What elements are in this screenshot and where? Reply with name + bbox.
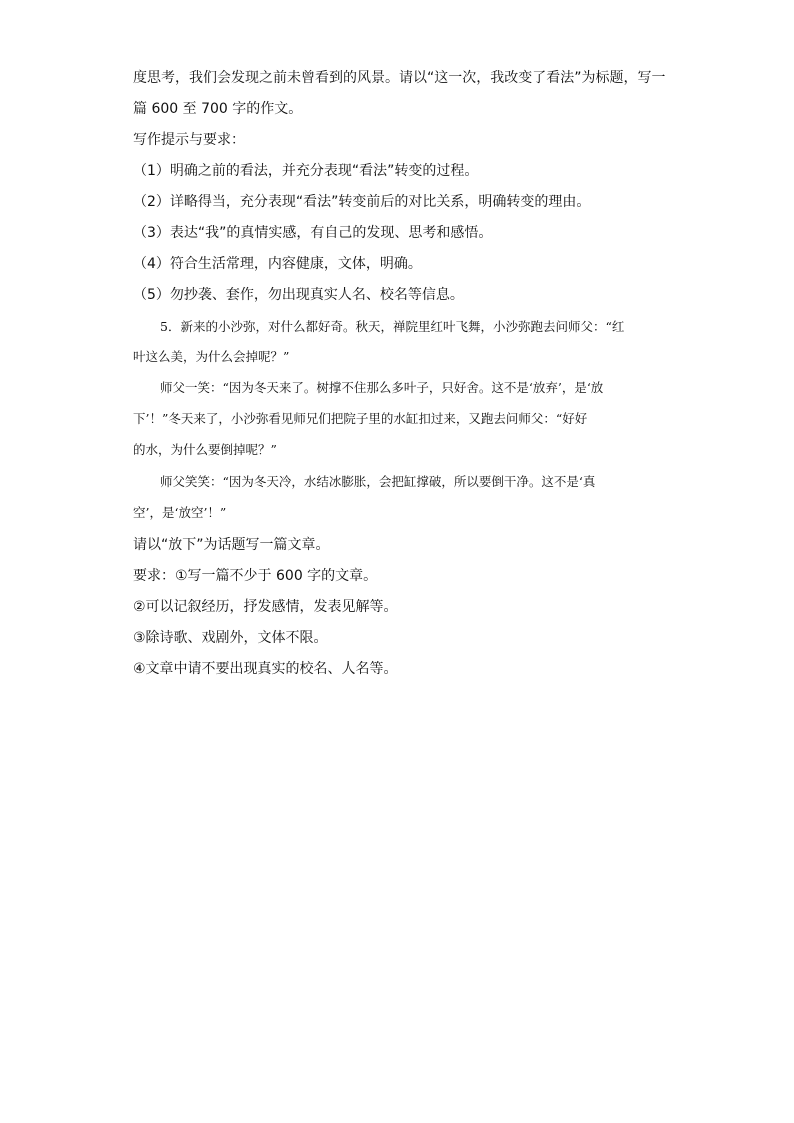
story-line: 下’！”冬天来了，小沙弥看见师兄们把院子里的水缸扣过来，又跑去问师父：“好好 (133, 411, 588, 426)
story-line: 5．新来的小沙弥，对什么都好奇。秋天，禅院里红叶飞舞，小沙弥跑去问师父：“红 (160, 319, 625, 334)
tip-item: （1）明确之前的看法，并充分表现“看法”转变的过程。 (133, 163, 479, 179)
requirement-item: ④文章中请不要出现真实的校名、人名等。 (133, 661, 398, 677)
story-line: 师父一笑：“因为冬天来了。树撑不住那么多叶子，只好舍。这不是‘放弃’，是‘放 (160, 380, 604, 395)
story-line: 叶这么美，为什么会掉呢？” (133, 349, 290, 364)
tips-heading: 写作提示与要求： (133, 132, 245, 148)
tip-item: （4）符合生活常理，内容健康，文体，明确。 (133, 256, 422, 272)
requirement-item: ②可以记叙经历，抒发感情，发表见解等。 (133, 599, 398, 615)
requirement-item: ③除诗歌、戏剧外，文体不限。 (133, 630, 328, 646)
tip-item: （3）表达“我”的真情实感，有自己的发现、思考和感悟。 (133, 225, 493, 241)
tip-item: （2）详略得当，充分表现“看法”转变前后的对比关系，明确转变的理由。 (133, 194, 591, 210)
story-line: 空’，是‘放空’！” (133, 505, 227, 520)
story-line: 师父笑笑：“因为冬天冷，水结冰膨胀，会把缸撑破，所以要倒干净。这不是‘真 (160, 474, 596, 489)
intro-line-1: 度思考，我们会发现之前未曾看到的风景。请以“这一次，我改变了看法”为标题，写一 (133, 70, 666, 86)
tip-item: （5）勿抄袭、套作，勿出现真实人名、校名等信息。 (133, 287, 464, 303)
intro-line-2: 篇 600 至 700 字的作文。 (133, 101, 303, 117)
requirement-item: 要求：①写一篇不少于 600 字的文章。 (133, 568, 378, 584)
story-line: 的水，为什么要倒掉呢？” (133, 442, 277, 457)
essay-prompt: 请以“放下”为话题写一篇文章。 (133, 537, 330, 553)
